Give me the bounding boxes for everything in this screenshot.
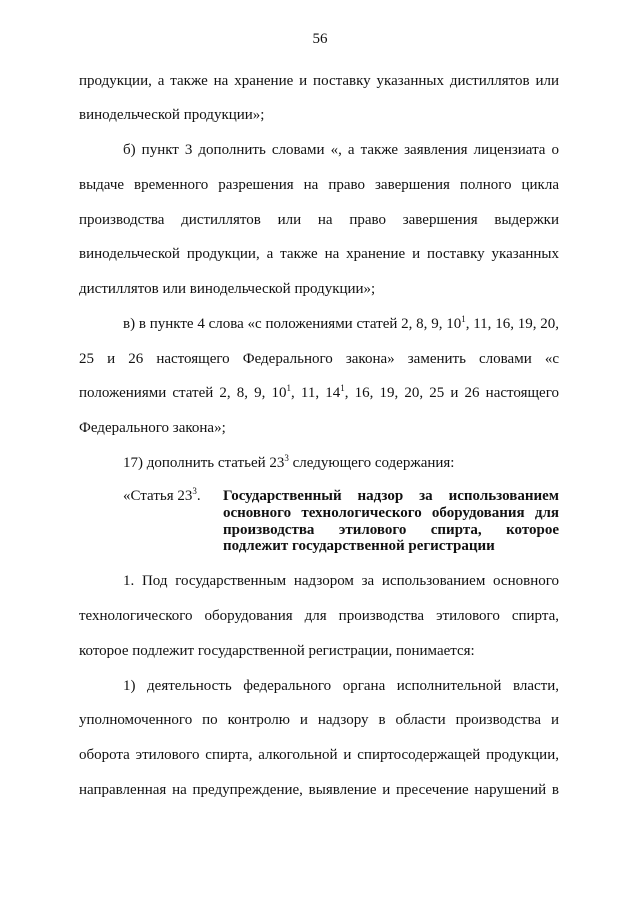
superscript: 1: [340, 383, 345, 393]
text-fragment: 17) дополнить статьей 23: [123, 455, 285, 471]
text-fragment: в) в пункте 4 слова «с положениями статей 2, 8, 9, 10: [123, 316, 462, 332]
text-line: винодельческой продукции»;: [79, 107, 265, 123]
text-line: [79, 384, 559, 402]
text-line: которое подлежит государственной регистрации, понимается:: [79, 643, 475, 659]
text-fragment: , 11, 14: [291, 385, 341, 401]
text-line: выдаче временного разрешения на право завершения полного цикла: [79, 177, 559, 193]
text-line: дистиллятов или винодельческой продукции»;: [79, 281, 376, 297]
text-fragment: , 16, 19, 20, 25 и 26 настоящего: [344, 385, 559, 401]
text-line: Федерального закона»;: [79, 420, 226, 436]
article-title-line: Государственный надзор за использованием: [223, 488, 559, 504]
text-line: б) пункт 3 дополнить словами «, а также заявления лицензиата о: [123, 142, 559, 158]
text-line: 1) деятельность федерального органа исполнительной власти,: [123, 678, 559, 694]
text-fragment: положениями статей 2, 8, 9, 10: [79, 385, 287, 401]
text-fragment: , 11, 16, 19, 20,: [465, 316, 559, 332]
text-line: производства дистиллятов или на право завершения выдержки: [79, 212, 559, 228]
superscript: 3: [284, 453, 289, 463]
text-line: [123, 315, 559, 333]
text-line: технологического оборудования для производства этилового спирта,: [79, 608, 559, 624]
text-line: 25 и 26 настоящего Федерального закона» заменить словами «с: [79, 351, 559, 367]
text-line: [123, 454, 559, 472]
text-line: продукции, а также на хранение и поставку указанных дистиллятов или: [79, 73, 559, 89]
article-title-line: основного технологического оборудования для: [223, 505, 559, 521]
article-title-line: подлежит государственной регистрации: [223, 538, 495, 554]
article-label: [123, 487, 201, 505]
superscript: 3: [192, 486, 197, 496]
text-line: уполномоченного по контролю и надзору в области производства и: [79, 712, 559, 728]
text-fragment: следующего содержания:: [288, 455, 455, 471]
text-line: оборота этилового спирта, алкогольной и спиртосодержащей продукции,: [79, 747, 559, 763]
article-label-text: «Статья 23: [123, 488, 193, 504]
article-title-line: производства этилового спирта, которое: [223, 522, 559, 538]
text-line: направленная на предупреждение, выявление и пресечение нарушений в: [79, 782, 559, 798]
page-number: 56: [312, 31, 328, 47]
superscript: 1: [286, 383, 292, 393]
article-label-dot: .: [196, 488, 201, 504]
text-line: 1. Под государственным надзором за использованием основного: [123, 573, 559, 589]
text-line: винодельческой продукции, а также на хранение и поставку указанных: [79, 246, 559, 262]
superscript: 1: [461, 314, 466, 324]
